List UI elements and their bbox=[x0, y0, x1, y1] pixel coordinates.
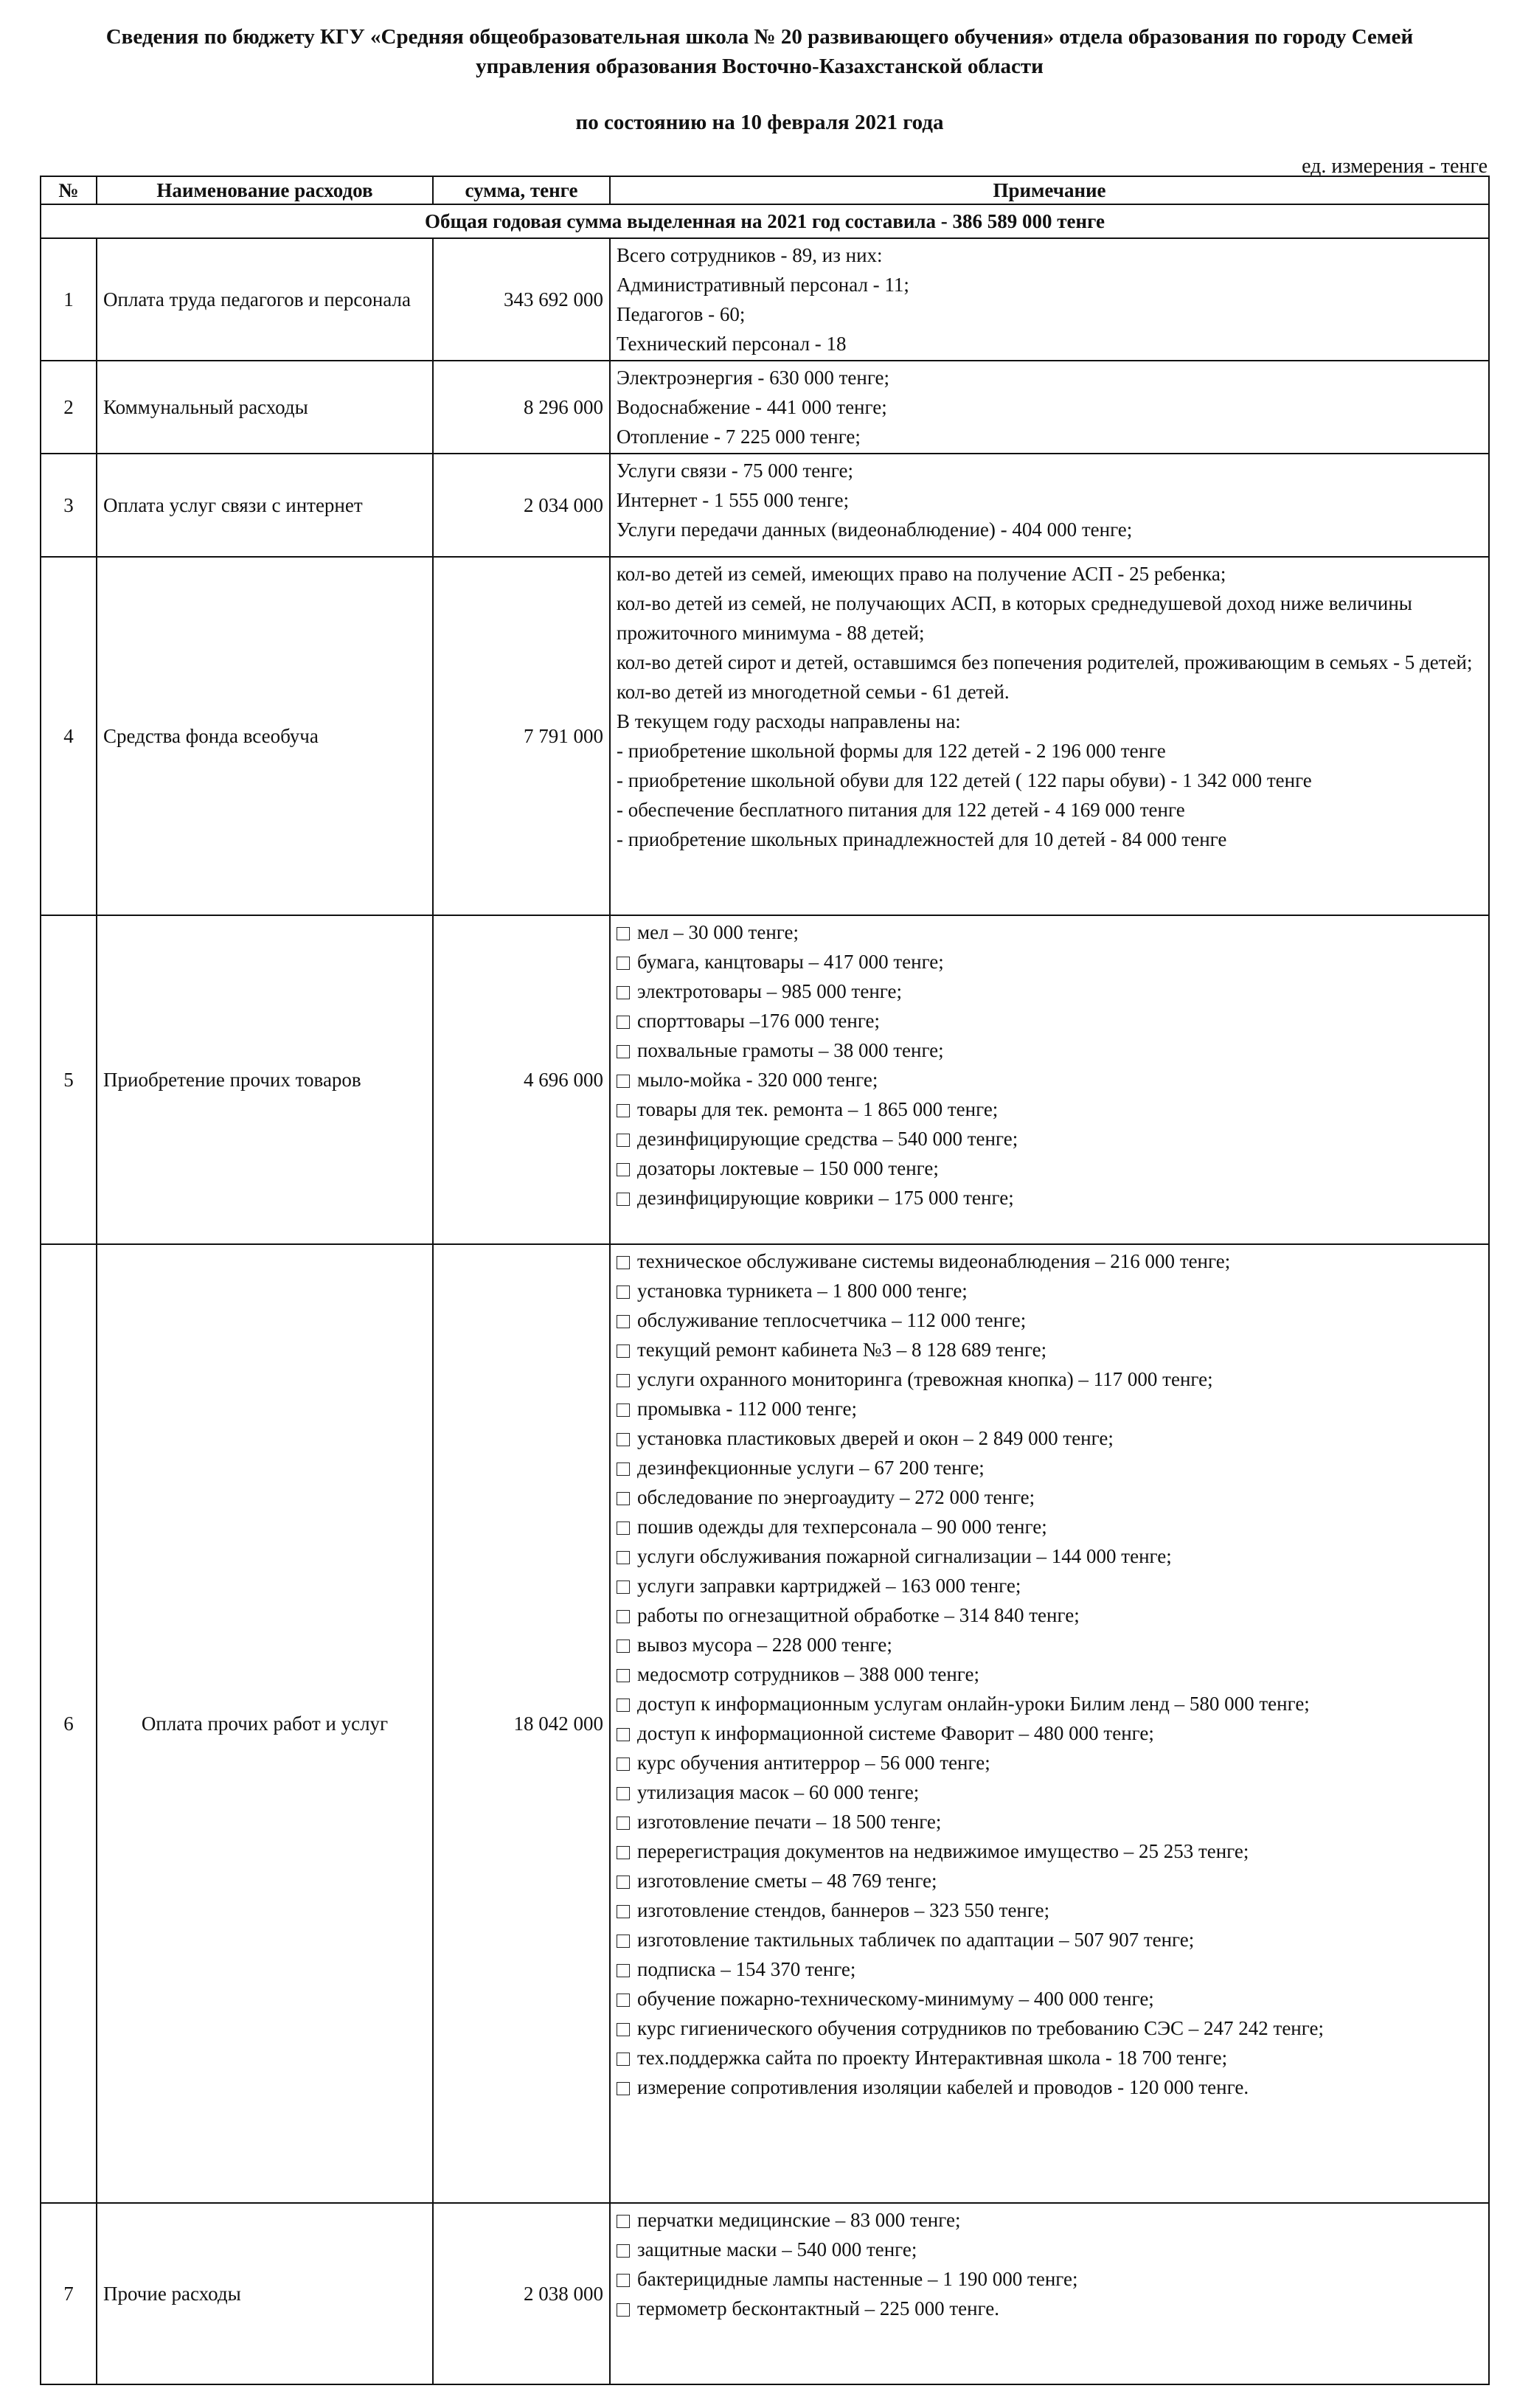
row-notes bbox=[610, 361, 1489, 454]
note-text: Электроэнергия - 630 000 тенге; bbox=[617, 367, 890, 389]
checkbox-bullet-icon bbox=[617, 1492, 630, 1505]
note-text: термометр бесконтактный – 225 000 тенге. bbox=[637, 2297, 1000, 2319]
document-header bbox=[44, 22, 1475, 137]
checkbox-bullet-icon bbox=[617, 957, 630, 970]
note-text: доступ к информационным услугам онлайн-уроки Билим ленд – 580 000 тенге; bbox=[637, 1693, 1310, 1715]
note-line bbox=[617, 2264, 1482, 2294]
table-row bbox=[41, 915, 1489, 1244]
row-num: 5 bbox=[41, 915, 97, 1244]
note-line bbox=[617, 1065, 1482, 1094]
note-line bbox=[617, 329, 1482, 358]
note-line bbox=[617, 422, 1482, 451]
note-line bbox=[617, 1364, 1482, 1394]
note-line bbox=[617, 589, 1482, 648]
date-line: по состоянию на 10 февраля 2021 года bbox=[575, 111, 944, 134]
row-name: Приобретение прочих товаров bbox=[97, 915, 433, 1244]
note-text: изготовление тактильных табличек по адаптации – 507 907 тенге; bbox=[637, 1929, 1195, 1951]
note-line bbox=[617, 825, 1482, 854]
table-header-row bbox=[41, 176, 1489, 204]
checkbox-bullet-icon bbox=[617, 1433, 630, 1446]
note-text: кол-во детей из многодетной семьи - 61 детей. bbox=[617, 681, 1010, 703]
row-num: 4 bbox=[41, 557, 97, 915]
note-text: - приобретение школьной формы для 122 детей - 2 196 000 тенге bbox=[617, 740, 1166, 762]
note-text: работы по огнезащитной обработке – 314 840 тенге; bbox=[637, 1604, 1080, 1626]
checkbox-bullet-icon bbox=[617, 1256, 630, 1269]
note-text: бумага, канцтовары – 417 000 тенге; bbox=[637, 951, 944, 973]
note-text: Услуги связи - 75 000 тенге; bbox=[617, 459, 853, 482]
note-line bbox=[617, 1305, 1482, 1335]
table-row bbox=[41, 2203, 1489, 2384]
row-notes bbox=[610, 557, 1489, 915]
note-line bbox=[617, 766, 1482, 795]
note-line bbox=[617, 456, 1482, 485]
note-text: текущий ремонт кабинета №3 – 8 128 689 тенге; bbox=[637, 1339, 1047, 1361]
note-text: - приобретение школьных принадлежностей для 10 детей - 84 000 тенге bbox=[617, 828, 1227, 850]
note-line bbox=[617, 1954, 1482, 1984]
checkbox-bullet-icon bbox=[617, 2244, 630, 2258]
row-num: 1 bbox=[41, 238, 97, 361]
table-row bbox=[41, 361, 1489, 454]
title-line-1: Сведения по бюджету КГУ «Средняя общеобразовательная школа № 20 развивающего обучения» отдела образования по городу Семей bbox=[105, 25, 1414, 49]
note-text: Технический персонал - 18 bbox=[617, 333, 847, 355]
checkbox-bullet-icon bbox=[617, 1846, 630, 1859]
checkbox-bullet-icon bbox=[617, 1016, 630, 1029]
note-line bbox=[617, 1984, 1482, 2013]
row-name: Коммунальный расходы bbox=[97, 361, 433, 454]
note-line bbox=[617, 1394, 1482, 1423]
header-num: № bbox=[41, 176, 97, 204]
note-line bbox=[617, 648, 1482, 677]
checkbox-bullet-icon bbox=[617, 1728, 630, 1741]
note-text: перчатки медицинские – 83 000 тенге; bbox=[637, 2209, 961, 2231]
header-name: Наименование расходов bbox=[97, 176, 433, 204]
checkbox-bullet-icon bbox=[617, 1403, 630, 1417]
note-line bbox=[617, 1541, 1482, 1571]
note-line bbox=[617, 1836, 1482, 1866]
checkbox-bullet-icon bbox=[617, 1758, 630, 1771]
note-text: Педагогов - 60; bbox=[617, 303, 746, 325]
note-line bbox=[617, 2072, 1482, 2102]
note-text: обследование по энергоаудиту – 272 000 тенге; bbox=[637, 1486, 1035, 1508]
note-text: кол-во детей из семей, имеющих право на получение АСП - 25 ребенка; bbox=[617, 563, 1226, 585]
note-line bbox=[617, 1453, 1482, 1482]
note-text: изготовление стендов, баннеров – 323 550 тенге; bbox=[637, 1899, 1050, 1921]
note-text: вывоз мусора – 228 000 тенге; bbox=[637, 1634, 892, 1656]
note-line bbox=[617, 1777, 1482, 1807]
note-text: дозаторы локтевые – 150 000 тенге; bbox=[637, 1157, 939, 1179]
note-text: техническое обслуживане системы видеонаблюдения – 216 000 тенге; bbox=[637, 1250, 1231, 1272]
checkbox-bullet-icon bbox=[617, 2082, 630, 2095]
row-amount: 8 296 000 bbox=[433, 361, 610, 454]
note-text: Интернет - 1 555 000 тенге; bbox=[617, 489, 850, 511]
note-line bbox=[617, 677, 1482, 707]
note-line bbox=[617, 1925, 1482, 1954]
note-text: пошив одежды для техперсонала – 90 000 тенге; bbox=[637, 1516, 1047, 1538]
row-name: Оплата услуг связи с интернет bbox=[97, 454, 433, 557]
row-notes bbox=[610, 915, 1489, 1244]
note-text: курс обучения антитеррор – 56 000 тенге; bbox=[637, 1752, 990, 1774]
note-line bbox=[617, 1423, 1482, 1453]
checkbox-bullet-icon bbox=[617, 1610, 630, 1623]
note-line bbox=[617, 1630, 1482, 1659]
checkbox-bullet-icon bbox=[617, 1905, 630, 1918]
row-name: Прочие расходы bbox=[97, 2203, 433, 2384]
note-text: установка турникета – 1 800 000 тенге; bbox=[637, 1280, 968, 1302]
checkbox-bullet-icon bbox=[617, 1315, 630, 1328]
note-text: перерегистрация документов на недвижимое имущество – 25 253 тенге; bbox=[637, 1840, 1249, 1862]
units-label: ед. измерения - тенге bbox=[1302, 155, 1488, 178]
note-line bbox=[617, 976, 1482, 1006]
note-text: доступ к информационной системе Фаворит – 480 000 тенге; bbox=[637, 1722, 1154, 1744]
checkbox-bullet-icon bbox=[617, 2215, 630, 2228]
note-text: промывка - 112 000 тенге; bbox=[637, 1398, 858, 1420]
checkbox-bullet-icon bbox=[617, 1994, 630, 2007]
note-line bbox=[617, 1689, 1482, 1718]
note-line bbox=[617, 270, 1482, 299]
checkbox-bullet-icon bbox=[617, 927, 630, 940]
note-text: установка пластиковых дверей и окон – 2 849 000 тенге; bbox=[637, 1427, 1114, 1449]
total-text: Общая годовая сумма выделенная на 2021 год составила - 386 589 000 тенге bbox=[41, 204, 1489, 238]
checkbox-bullet-icon bbox=[617, 2274, 630, 2287]
note-line bbox=[617, 1035, 1482, 1065]
note-line bbox=[617, 1807, 1482, 1836]
note-line bbox=[617, 2013, 1482, 2043]
note-text: В текущем году расходы направлены на: bbox=[617, 710, 961, 732]
total-row bbox=[41, 204, 1489, 238]
row-amount: 4 696 000 bbox=[433, 915, 610, 1244]
note-line bbox=[617, 1482, 1482, 1512]
row-name: Средства фонда всеобуча bbox=[97, 557, 433, 915]
note-line bbox=[617, 1276, 1482, 1305]
note-line bbox=[617, 1895, 1482, 1925]
note-line bbox=[617, 707, 1482, 736]
checkbox-bullet-icon bbox=[617, 1551, 630, 1564]
checkbox-bullet-icon bbox=[617, 1935, 630, 1948]
note-line bbox=[617, 947, 1482, 976]
note-line bbox=[617, 515, 1482, 544]
checkbox-bullet-icon bbox=[617, 1817, 630, 1830]
note-text: похвальные грамоты – 38 000 тенге; bbox=[637, 1039, 944, 1061]
checkbox-bullet-icon bbox=[617, 1463, 630, 1476]
checkbox-bullet-icon bbox=[617, 1344, 630, 1358]
note-line bbox=[617, 795, 1482, 825]
note-text: защитные маски – 540 000 тенге; bbox=[637, 2238, 917, 2260]
row-num: 3 bbox=[41, 454, 97, 557]
note-text: утилизация масок – 60 000 тенге; bbox=[637, 1781, 920, 1803]
checkbox-bullet-icon bbox=[617, 2303, 630, 2317]
note-text: Услуги передачи данных (видеонаблюдение) - 404 000 тенге; bbox=[617, 518, 1133, 541]
note-text: изготовление печати – 18 500 тенге; bbox=[637, 1811, 942, 1833]
note-line bbox=[617, 1866, 1482, 1895]
note-line bbox=[617, 1183, 1482, 1212]
title-line-2: управления образования Восточно-Казахстанской области bbox=[476, 55, 1044, 78]
note-line bbox=[617, 363, 1482, 392]
note-text: измерение сопротивления изоляции кабелей и проводов - 120 000 тенге. bbox=[637, 2076, 1249, 2098]
checkbox-bullet-icon bbox=[617, 1134, 630, 1147]
note-line bbox=[617, 1246, 1482, 1276]
row-num: 2 bbox=[41, 361, 97, 454]
note-line bbox=[617, 2205, 1482, 2235]
note-text: услуги обслуживания пожарной сигнализации – 144 000 тенге; bbox=[637, 1545, 1172, 1567]
budget-table bbox=[40, 176, 1490, 2385]
checkbox-bullet-icon bbox=[617, 986, 630, 999]
note-text: обучение пожарно-техническому-минимуму – 400 000 тенге; bbox=[637, 1988, 1154, 2010]
note-text: мел – 30 000 тенге; bbox=[637, 921, 799, 943]
note-text: кол-во детей из семей, не получающих АСП, в которых среднедушевой доход ниже величины прожиточного минимума - 88 детей; bbox=[617, 592, 1412, 644]
row-amount: 2 034 000 bbox=[433, 454, 610, 557]
row-name: Оплата труда педагогов и персонала bbox=[97, 238, 433, 361]
row-notes bbox=[610, 1244, 1489, 2203]
note-line bbox=[617, 1153, 1482, 1183]
checkbox-bullet-icon bbox=[617, 1876, 630, 1889]
note-text: спорттовары –176 000 тенге; bbox=[637, 1010, 881, 1032]
row-amount: 343 692 000 bbox=[433, 238, 610, 361]
header-amount: сумма, тенге bbox=[433, 176, 610, 204]
note-line bbox=[617, 1748, 1482, 1777]
document-title bbox=[44, 22, 1475, 81]
note-line bbox=[617, 485, 1482, 515]
note-text: дезинфекционные услуги – 67 200 тенге; bbox=[637, 1457, 985, 1479]
row-amount: 7 791 000 bbox=[433, 557, 610, 915]
table-row bbox=[41, 454, 1489, 557]
note-line bbox=[617, 917, 1482, 947]
table-row bbox=[41, 238, 1489, 361]
table-row bbox=[41, 1244, 1489, 2203]
note-line bbox=[617, 1512, 1482, 1541]
note-text: дезинфицирующие средства – 540 000 тенге; bbox=[637, 1128, 1018, 1150]
note-text: изготовление сметы – 48 769 тенге; bbox=[637, 1870, 937, 1892]
row-name: Оплата прочих работ и услуг bbox=[97, 1244, 433, 2203]
note-text: - приобретение школьной обуви для 122 детей ( 122 пары обуви) - 1 342 000 тенге bbox=[617, 769, 1312, 791]
checkbox-bullet-icon bbox=[617, 1581, 630, 1594]
checkbox-bullet-icon bbox=[617, 1193, 630, 1206]
checkbox-bullet-icon bbox=[617, 2053, 630, 2066]
note-text: Отопление - 7 225 000 тенге; bbox=[617, 426, 861, 448]
note-text: услуги охранного мониторинга (тревожная кнопка) – 117 000 тенге; bbox=[637, 1368, 1213, 1390]
row-notes bbox=[610, 454, 1489, 557]
note-text: медосмотр сотрудников – 388 000 тенге; bbox=[637, 1663, 979, 1685]
row-notes bbox=[610, 2203, 1489, 2384]
note-line bbox=[617, 1094, 1482, 1124]
note-text: обслуживание теплосчетчика – 112 000 тенге; bbox=[637, 1309, 1027, 1331]
checkbox-bullet-icon bbox=[617, 1163, 630, 1176]
note-text: Всего сотрудников - 89, из них: bbox=[617, 244, 883, 266]
row-amount: 2 038 000 bbox=[433, 2203, 610, 2384]
note-line bbox=[617, 559, 1482, 589]
note-text: электротовары – 985 000 тенге; bbox=[637, 980, 902, 1002]
checkbox-bullet-icon bbox=[617, 1964, 630, 1977]
checkbox-bullet-icon bbox=[617, 2023, 630, 2036]
row-notes bbox=[610, 238, 1489, 361]
checkbox-bullet-icon bbox=[617, 1640, 630, 1653]
note-text: курс гигиенического обучения сотрудников по требованию СЭС – 247 242 тенге; bbox=[637, 2017, 1324, 2039]
checkbox-bullet-icon bbox=[617, 1522, 630, 1535]
note-line bbox=[617, 1006, 1482, 1035]
note-text: услуги заправки картриджей – 163 000 тенге; bbox=[637, 1575, 1021, 1597]
note-text: мыло-мойка - 320 000 тенге; bbox=[637, 1069, 878, 1091]
table-row bbox=[41, 557, 1489, 915]
checkbox-bullet-icon bbox=[617, 1075, 630, 1088]
note-line bbox=[617, 1335, 1482, 1364]
header-note: Примечание bbox=[610, 176, 1489, 204]
note-text: Водоснабжение - 441 000 тенге; bbox=[617, 396, 887, 418]
note-text: бактерицидные лампы настенные – 1 190 000 тенге; bbox=[637, 2268, 1078, 2290]
note-line bbox=[617, 1600, 1482, 1630]
checkbox-bullet-icon bbox=[617, 1045, 630, 1058]
checkbox-bullet-icon bbox=[617, 1104, 630, 1117]
note-line bbox=[617, 392, 1482, 422]
note-text: - обеспечение бесплатного питания для 122 детей - 4 169 000 тенге bbox=[617, 799, 1185, 821]
note-line bbox=[617, 1571, 1482, 1600]
note-text: дезинфицирующие коврики – 175 000 тенге; bbox=[637, 1187, 1014, 1209]
note-line bbox=[617, 1659, 1482, 1689]
note-line bbox=[617, 736, 1482, 766]
note-text: подписка – 154 370 тенге; bbox=[637, 1958, 856, 1980]
checkbox-bullet-icon bbox=[617, 1787, 630, 1800]
note-text: кол-во детей сирот и детей, оставшимся без попечения родителей, проживающим в семьях - 5 детей; bbox=[617, 651, 1473, 673]
row-num: 6 bbox=[41, 1244, 97, 2203]
checkbox-bullet-icon bbox=[617, 1669, 630, 1682]
note-text: товары для тек. ремонта – 1 865 000 тенге; bbox=[637, 1098, 999, 1120]
checkbox-bullet-icon bbox=[617, 1699, 630, 1712]
note-line bbox=[617, 2294, 1482, 2323]
note-line bbox=[617, 240, 1482, 270]
note-text: тех.поддержка сайта по проекту Интерактивная школа - 18 700 тенге; bbox=[637, 2047, 1228, 2069]
note-line bbox=[617, 1124, 1482, 1153]
checkbox-bullet-icon bbox=[617, 1285, 630, 1299]
note-line bbox=[617, 2235, 1482, 2264]
note-line bbox=[617, 1718, 1482, 1748]
note-line bbox=[617, 299, 1482, 329]
note-text: Административный персонал - 11; bbox=[617, 274, 909, 296]
note-line bbox=[617, 2043, 1482, 2072]
checkbox-bullet-icon bbox=[617, 1374, 630, 1387]
row-amount: 18 042 000 bbox=[433, 1244, 610, 2203]
row-num: 7 bbox=[41, 2203, 97, 2384]
